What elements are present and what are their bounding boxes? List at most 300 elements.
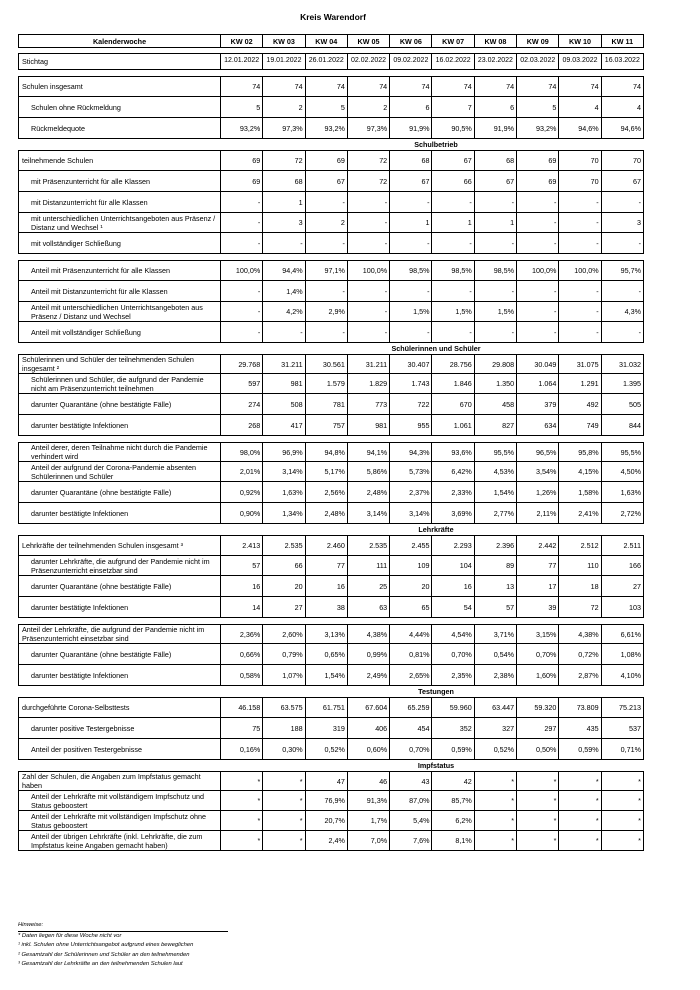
row-value: 74 [517,77,559,96]
row-value: 0,30% [263,739,305,759]
row-value: 68 [263,171,305,191]
row-value: 2,48% [306,503,348,523]
stichtag-date: 16.03.2022 [602,54,644,69]
row-value: 0,66% [221,644,263,664]
row-value: 2,37% [390,482,432,502]
row-value: 69 [221,151,263,170]
row-value: 46 [348,772,390,790]
row-label: Schulen ohne Rückmeldung [18,97,221,117]
row-value: 2,41% [559,503,601,523]
header-week: KW 07 [432,35,474,47]
row-value: 1.829 [348,374,390,393]
row-value: 70 [602,151,644,170]
header-week: KW 11 [602,35,644,47]
header-week: KW 03 [263,35,305,47]
row-label: darunter Quarantäne (ohne bestätigte Fälle) [18,576,221,596]
row-value: 0,79% [263,644,305,664]
row-value: 781 [306,394,348,414]
row-value: 2,33% [432,482,474,502]
row-value: - [559,281,601,301]
row-value: * [559,791,601,810]
row-value: 0,81% [390,644,432,664]
row-value: 100,0% [517,261,559,280]
row-value: 6 [475,97,517,117]
row-value: 95,7% [602,261,644,280]
row-value: 0,72% [559,644,601,664]
row-value: 1.350 [475,374,517,393]
row-value: 67.604 [348,698,390,717]
row-value: - [517,281,559,301]
stichtag-date: 26.01.2022 [306,54,348,69]
data-table [18,34,644,851]
row-value: 492 [559,394,601,414]
row-value: 31.032 [602,355,644,373]
row-value: 93,2% [221,118,263,138]
row-value: 97,3% [263,118,305,138]
row-value: - [348,281,390,301]
row-value: 1.291 [559,374,601,393]
row-value: 38 [306,597,348,617]
row-value: 3,15% [517,625,559,643]
table-row [18,213,644,233]
section-heading: Testungen [418,687,454,696]
table-row [18,302,644,322]
row-value: 2.413 [221,536,263,555]
row-value: 4,38% [348,625,390,643]
row-value: 69 [221,171,263,191]
row-value: 537 [602,718,644,738]
row-value: - [602,281,644,301]
header-row [18,34,644,48]
stichtag-date: 09.03.2022 [559,54,601,69]
row-value: 1,63% [263,482,305,502]
row-value: - [517,322,559,342]
row-value: 5,73% [390,462,432,481]
row-value: - [432,281,474,301]
row-value: 93,2% [517,118,559,138]
table-row [18,739,644,760]
row-value: - [602,192,644,212]
row-label: Anteil derer, deren Teilnahme nicht durch die Pandemie verhindert wird [18,443,221,461]
row-value: 4,3% [602,302,644,321]
row-value: 2,49% [348,665,390,685]
row-value: * [475,791,517,810]
row-value: 20,7% [306,811,348,830]
stichtag-date: 02.03.2022 [517,54,559,69]
row-value: - [348,233,390,253]
row-label: mit Distanzunterricht für alle Klassen [18,192,221,212]
row-value: 2,36% [221,625,263,643]
row-label: Anteil der Lehrkräfte, die aufgrund der Pandemie nicht im Präsenzunterricht einsetzbar sind [18,625,221,643]
row-value: 98,5% [432,261,474,280]
row-value: 17 [517,576,559,596]
footnote-line: ³ Gesamtzahl der Lehrkräfte an den teilnehmenden Schulen laut [18,961,183,968]
row-value: 1 [475,213,517,232]
footnotes-list [18,932,318,970]
row-value: 59.320 [517,698,559,717]
row-value: 7 [432,97,474,117]
row-value: 77 [517,556,559,575]
row-value: 4,10% [602,665,644,685]
table-row [18,76,644,97]
row-value: 274 [221,394,263,414]
row-value: 63 [348,597,390,617]
row-value: * [517,831,559,850]
row-value: 1 [390,213,432,232]
row-value: 93,6% [432,443,474,461]
header-week: KW 08 [475,35,517,47]
row-value: 100,0% [559,261,601,280]
row-value: 43 [390,772,432,790]
row-value: 1,5% [475,302,517,321]
row-value: 1.395 [602,374,644,393]
row-value: 31.075 [559,355,601,373]
row-value: 1,5% [390,302,432,321]
row-value: 110 [559,556,601,575]
row-value: 27 [602,576,644,596]
table-row [18,118,644,139]
row-value: 30.049 [517,355,559,373]
table-row [18,442,644,462]
row-value: 1.579 [306,374,348,393]
table-row [18,415,644,436]
header-week: KW 10 [559,35,601,47]
row-value: 65 [390,597,432,617]
stichtag-label: Stichtag [18,54,221,69]
row-value: 16 [221,576,263,596]
row-label: Anteil der Lehrkräfte mit vollständigen Impfschutz ohne Status geboostert [18,811,221,830]
row-value: 4,15% [559,462,601,481]
row-value: - [348,302,390,321]
row-value: * [475,772,517,790]
row-value: 5,4% [390,811,432,830]
row-value: 0,50% [517,739,559,759]
row-label: mit unterschiedlichen Unterrichtsangeboten aus Präsenz / Distanz und Wechsel ¹ [18,213,221,232]
row-value: 74 [306,77,348,96]
row-value: 268 [221,415,263,435]
row-value: 3 [263,213,305,232]
row-value: 67 [306,171,348,191]
row-value: 100,0% [348,261,390,280]
row-value: 68 [475,151,517,170]
row-value: 0,70% [390,739,432,759]
row-value: 111 [348,556,390,575]
row-value: 46.158 [221,698,263,717]
row-label: darunter positive Testergebnisse [18,718,221,738]
row-value: 42 [432,772,474,790]
row-value: 65.259 [390,698,432,717]
row-value: 98,5% [390,261,432,280]
row-value: 1,7% [348,811,390,830]
row-value: - [602,233,644,253]
row-value: 91,3% [348,791,390,810]
section-heading: Lehrkräfte [418,525,454,534]
row-value: 91,9% [390,118,432,138]
table-row [18,260,644,281]
table-row [18,233,644,254]
row-value: - [390,233,432,253]
row-value: 70 [559,151,601,170]
table-row [18,597,644,618]
row-value: 100,0% [221,261,263,280]
row-value: 27 [263,597,305,617]
row-value: - [263,233,305,253]
row-value: 722 [390,394,432,414]
row-value: 2,38% [475,665,517,685]
footnotes [18,921,318,970]
row-value: 1.846 [432,374,474,393]
row-value: 4,53% [475,462,517,481]
row-value: 95,5% [475,443,517,461]
stichtag-date: 09.02.2022 [390,54,432,69]
row-value: - [348,322,390,342]
row-value: 75 [221,718,263,738]
row-value: 0,60% [348,739,390,759]
row-value: - [559,302,601,321]
row-label: darunter Quarantäne (ohne bestätigte Fälle) [18,394,221,414]
row-value: 597 [221,374,263,393]
row-value: 98,5% [475,261,517,280]
row-value: 955 [390,415,432,435]
row-value: - [432,322,474,342]
table-row [18,394,644,415]
row-value: 77 [306,556,348,575]
table-row [18,665,644,686]
row-value: - [390,281,432,301]
row-value: 6,42% [432,462,474,481]
row-value: 757 [306,415,348,435]
row-value: 5,17% [306,462,348,481]
row-value: 508 [263,394,305,414]
row-value: 5 [517,97,559,117]
row-value: * [263,791,305,810]
row-value: 0,99% [348,644,390,664]
row-value: 87,0% [390,791,432,810]
row-value: 0,92% [221,482,263,502]
row-label: darunter bestätigte Infektionen [18,503,221,523]
row-value: 76,9% [306,791,348,810]
row-value: 97,3% [348,118,390,138]
row-value: 94,6% [602,118,644,138]
table-row [18,624,644,644]
row-label: darunter Quarantäne (ohne bestätigte Fälle) [18,644,221,664]
row-value: 29.768 [221,355,263,373]
row-value: 67 [432,151,474,170]
row-value: 2,9% [306,302,348,321]
section-heading: Impfstatus [417,761,455,770]
row-label: Schülerinnen und Schüler der teilnehmenden Schulen insgesamt ² [18,355,221,373]
table-row [18,576,644,597]
row-label: darunter Quarantäne (ohne bestätigte Fälle) [18,482,221,502]
row-value: - [559,233,601,253]
row-value: 85,7% [432,791,474,810]
row-value: 74 [221,77,263,96]
row-label: Lehrkräfte der teilnehmenden Schulen insgesamt ³ [18,536,221,555]
row-value: - [390,322,432,342]
row-value: 2.293 [432,536,474,555]
row-value: 94,3% [390,443,432,461]
row-value: 634 [517,415,559,435]
row-value: 0,70% [432,644,474,664]
row-value: 74 [432,77,474,96]
table-row [18,322,644,343]
stichtag-date: 12.01.2022 [221,54,263,69]
row-value: * [221,791,263,810]
table-row [18,697,644,718]
row-value: 7,6% [390,831,432,850]
stichtag-date: 16.02.2022 [432,54,474,69]
row-value: - [517,213,559,232]
row-value: 5 [221,97,263,117]
row-label: teilnehmende Schulen [18,151,221,170]
row-value: 0,90% [221,503,263,523]
row-value: * [517,811,559,830]
row-value: 5 [306,97,348,117]
row-value: 670 [432,394,474,414]
row-value: - [559,322,601,342]
row-label: Schulen insgesamt [18,77,221,96]
row-value: 54 [432,597,474,617]
row-value: - [475,281,517,301]
row-value: 95,5% [602,443,644,461]
section-heading: Schülerinnen und Schüler [391,344,481,353]
header-week: KW 09 [517,35,559,47]
row-value: 2.455 [390,536,432,555]
row-value: 73.809 [559,698,601,717]
row-value: 0,58% [221,665,263,685]
row-value: 96,9% [263,443,305,461]
row-value: 61.751 [306,698,348,717]
row-value: 69 [306,151,348,170]
table-row [18,150,644,171]
row-value: 94,6% [559,118,601,138]
header-label: Kalenderwoche [18,35,221,47]
row-value: 4 [559,97,601,117]
row-value: 93,2% [306,118,348,138]
row-value: 72 [348,151,390,170]
row-value: 31.211 [348,355,390,373]
row-value: 0,71% [602,739,644,759]
row-label: Rückmeldequote [18,118,221,138]
row-value: - [559,213,601,232]
row-value: - [306,192,348,212]
row-value: 3 [602,213,644,232]
row-value: 20 [390,576,432,596]
table-row [18,482,644,503]
row-label: darunter bestätigte Infektionen [18,665,221,685]
row-label: Anteil mit Präsenzunterricht für alle Klassen [18,261,221,280]
row-value: 5,86% [348,462,390,481]
row-value: 406 [348,718,390,738]
row-value: - [221,322,263,342]
row-value: 95,8% [559,443,601,461]
row-value: 67 [475,171,517,191]
row-value: * [475,811,517,830]
row-label: mit Präsenzunterricht für alle Klassen [18,171,221,191]
row-value: 166 [602,556,644,575]
row-value: 352 [432,718,474,738]
row-value: - [221,302,263,321]
table-row [18,171,644,192]
row-value: 1 [432,213,474,232]
row-value: 2,77% [475,503,517,523]
row-value: * [602,811,644,830]
row-value: 66 [263,556,305,575]
row-value: * [221,831,263,850]
row-value: 1,58% [559,482,601,502]
row-value: 827 [475,415,517,435]
row-value: 0,52% [306,739,348,759]
row-label: Anteil der aufgrund der Corona-Pandemie absenten Schülerinnen und Schüler [18,462,221,481]
row-value: 30.561 [306,355,348,373]
row-value: 18 [559,576,601,596]
row-value: 327 [475,718,517,738]
row-value: 6,61% [602,625,644,643]
row-value: * [602,772,644,790]
row-value: 2,87% [559,665,601,685]
row-value: 1,60% [517,665,559,685]
row-value: 8,1% [432,831,474,850]
row-value: 94,8% [306,443,348,461]
row-value: 3,71% [475,625,517,643]
row-value: 4,2% [263,302,305,321]
row-value: - [221,233,263,253]
row-value: 72 [263,151,305,170]
row-value: 1,63% [602,482,644,502]
table-row [18,354,644,374]
row-value: 981 [263,374,305,393]
row-value: 2.442 [517,536,559,555]
row-value: 0,70% [517,644,559,664]
row-value: 70 [559,171,601,191]
row-label: Anteil der positiven Testergebnisse [18,739,221,759]
row-value: - [348,213,390,232]
row-value: 74 [602,77,644,96]
row-value: 2,4% [306,831,348,850]
row-value: 2,48% [348,482,390,502]
table-row [18,192,644,213]
row-value: - [221,281,263,301]
row-value: 3,14% [263,462,305,481]
table-row [18,462,644,482]
table-row [18,771,644,791]
row-value: 2,35% [432,665,474,685]
row-label: Schülerinnen und Schüler, die aufgrund der Pandemie nicht am Präsenzunterricht teilnehmen [18,374,221,393]
row-value: * [221,772,263,790]
row-value: * [517,791,559,810]
row-value: 1,54% [306,665,348,685]
row-value: 3,14% [348,503,390,523]
table-row [18,281,644,302]
row-value: - [306,322,348,342]
row-value: 16 [306,576,348,596]
row-value: - [432,233,474,253]
row-value: 28.756 [432,355,474,373]
row-value: 1 [263,192,305,212]
row-value: 1.064 [517,374,559,393]
row-value: 505 [602,394,644,414]
table-row [18,503,644,524]
row-value: 2 [306,213,348,232]
row-value: 1,5% [432,302,474,321]
row-value: 2,60% [263,625,305,643]
row-value: 417 [263,415,305,435]
row-value: 69 [517,171,559,191]
row-value: 2.396 [475,536,517,555]
row-label: Anteil mit vollständiger Schließung [18,322,221,342]
stichtag-date: 23.02.2022 [475,54,517,69]
row-value: 3,54% [517,462,559,481]
